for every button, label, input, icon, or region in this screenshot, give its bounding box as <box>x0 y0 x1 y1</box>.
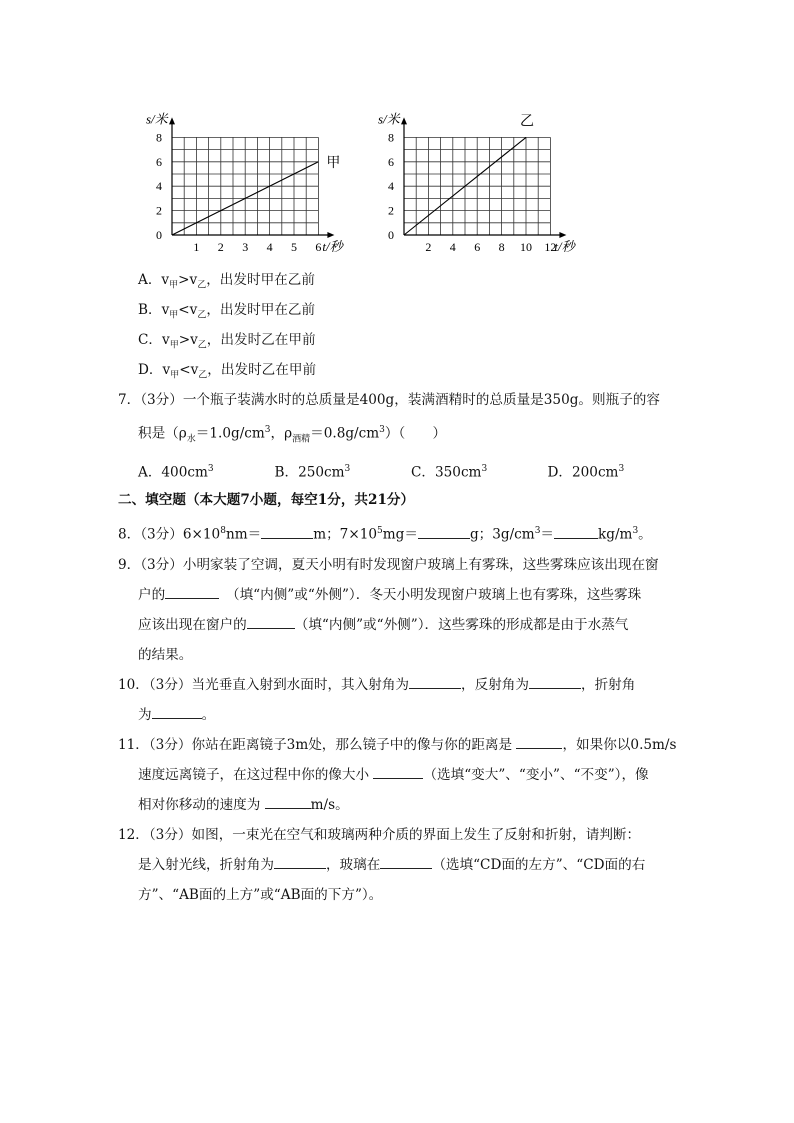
q8-part: nm＝ <box>225 526 262 543</box>
option-compare: <v <box>178 302 198 318</box>
q8-part: ＝ <box>540 526 555 543</box>
option-sub: 甲 <box>170 370 180 381</box>
y-tick-label: 6 <box>156 154 162 169</box>
q10-part: 为 <box>138 706 152 723</box>
graph-yi <box>362 96 602 260</box>
answer-blank[interactable] <box>380 854 432 869</box>
q10-part: 。 <box>201 706 216 723</box>
option-sub: 甲 <box>169 340 179 351</box>
q7-sup: 3 <box>379 425 385 435</box>
q11-part: 相对你移动的速度为 <box>138 796 261 813</box>
q7-sup: 3 <box>264 425 271 435</box>
y-tick-label: 8 <box>156 130 162 145</box>
x-tick-label: 1 <box>193 240 200 254</box>
q7-part: ＝1.0g/cm <box>195 425 265 442</box>
y-tick-label: 8 <box>388 130 394 145</box>
x-axis-label: t/秒 <box>554 239 575 254</box>
answer-blank[interactable] <box>516 734 562 749</box>
answer-blank[interactable] <box>261 524 313 539</box>
y-axis-label: s/米 <box>146 111 168 127</box>
option-sub: 乙 <box>197 340 207 351</box>
q8-part: kg/m <box>598 526 633 543</box>
answer-blank[interactable] <box>265 794 311 809</box>
y-tick-label: 4 <box>156 179 162 194</box>
q11-part: ，如果你以0.5m/s <box>562 736 677 753</box>
x-tick-label: 3 <box>242 240 249 254</box>
option-text: ，出发时甲在乙前 <box>206 302 316 318</box>
question-11 <box>118 730 684 820</box>
q12-text-line1: 12．（3分）如图，一束光在空气和玻璃两种介质的界面上发生了反射和折射，请判断： <box>118 826 641 843</box>
option-sup: 3 <box>618 464 625 475</box>
option-compare: >v <box>178 332 198 348</box>
option-letter: D．v <box>138 362 171 378</box>
q9-part: （填“内侧”或“外侧”）．冬天小明发现窗户玻璃上也有雾珠，这些雾珠 <box>232 586 642 603</box>
q8-part: g；3g/cm <box>469 526 535 543</box>
q12-part: ，玻璃在 <box>325 856 381 873</box>
q11-part: m/s。 <box>310 796 349 813</box>
y-tick-label: 2 <box>156 203 162 218</box>
series-label: 乙 <box>520 114 534 130</box>
option-sub: 乙 <box>197 310 207 321</box>
q8-part: 8．（3分）6×10 <box>118 526 221 543</box>
question-8 <box>118 516 684 550</box>
x-axis-label: t/秒 <box>322 239 343 254</box>
option-text: B．250cm <box>274 464 345 481</box>
q7-option-b <box>275 454 412 484</box>
answer-blank[interactable] <box>529 674 581 689</box>
section-heading: 二、填空题（本大题7小题，每空1分，共21分） <box>118 492 415 509</box>
q12-part: 是入射光线，折射角为 <box>138 856 274 873</box>
y-axis-arrow <box>401 117 407 124</box>
answer-blank[interactable] <box>152 704 202 719</box>
question-12 <box>118 820 684 910</box>
option-text: ，出发时乙在甲前 <box>206 332 316 348</box>
option-text: C．350cm <box>411 464 482 481</box>
x-tick-label: 4 <box>266 240 273 254</box>
y-axis-label: s/米 <box>378 111 400 127</box>
x-tick-label: 6 <box>474 240 481 254</box>
q9-part: 户的 <box>138 586 166 603</box>
q11-part: 11．（3分）你站在距离镜子3m处，那么镜子中的像与你的距离是 <box>118 736 513 753</box>
q9-text-line2 <box>118 580 684 610</box>
q11-text-line1 <box>118 730 684 760</box>
x-tick-label: 2 <box>425 240 432 254</box>
q6-option-a <box>118 265 684 295</box>
option-sup: 3 <box>481 464 488 475</box>
q6-option-c <box>118 325 684 355</box>
graph-jia <box>130 96 345 260</box>
q6-option-d <box>118 355 684 385</box>
q7-sub: 酒精 <box>292 434 311 445</box>
q7-text-line1: 7．（3分）一个瓶子装满水时的总质量是400g，装满酒精时的总质量是350g。则瓶子的容 <box>118 392 660 408</box>
option-letter: B．v <box>138 302 170 318</box>
question-10 <box>118 670 684 730</box>
q12-text-line2 <box>118 850 684 880</box>
option-text: ，出发时甲在乙前 <box>206 272 315 288</box>
q9-part: （填“内侧”或“外侧”）．这些雾珠的形成都是由于水蒸气 <box>294 616 629 633</box>
q7-part: 积是（ρ <box>138 425 187 442</box>
q10-text-line2 <box>118 700 684 730</box>
answer-blank[interactable] <box>409 674 461 689</box>
x-tick-label: 6 <box>315 240 322 254</box>
answer-blank[interactable] <box>247 614 295 629</box>
option-sup: 3 <box>207 464 214 475</box>
q10-part: ，折射角 <box>581 676 636 693</box>
x-tick-label: 8 <box>498 240 505 254</box>
option-compare: >v <box>178 272 198 288</box>
x-axis-arrow <box>327 232 334 238</box>
q9-text-line3 <box>118 610 684 640</box>
q7-text-line2 <box>118 415 684 454</box>
option-sub: 甲 <box>169 310 179 321</box>
q10-part: 10．（3分）当光垂直入射到水面时，其入射角为 <box>118 676 410 693</box>
x-tick-label: 4 <box>449 240 456 254</box>
option-sup: 3 <box>344 464 351 475</box>
answer-blank[interactable] <box>373 764 423 779</box>
q7-options <box>118 454 684 484</box>
q11-part: （选填“变大”、“变小”、“不变”），像 <box>423 766 649 783</box>
answer-blank[interactable] <box>274 854 326 869</box>
q7-part: ，ρ <box>270 425 293 442</box>
q8-part: mg＝ <box>382 526 418 543</box>
q6-option-b <box>118 295 684 325</box>
q6-options <box>118 265 684 385</box>
x-tick-label: 12 <box>544 240 557 254</box>
document-body <box>118 265 684 910</box>
x-axis-arrow <box>559 232 566 238</box>
q7-part: ）（ ） <box>384 425 447 442</box>
answer-blank[interactable] <box>418 524 470 539</box>
q10-part: ，反射角为 <box>461 676 529 693</box>
x-tick-label: 2 <box>217 240 224 254</box>
graph-yi-svg <box>362 96 602 256</box>
answer-blank[interactable] <box>165 584 219 599</box>
q8-sup: 3 <box>534 526 541 537</box>
y-tick-label: 2 <box>388 203 394 218</box>
q9-text-line1: 9．（3分）小明家装了空调，夏天小明有时发现窗户玻璃上有雾珠，这些雾珠应该出现在窗 <box>118 556 659 573</box>
x-tick-label: 5 <box>291 240 297 254</box>
q8-part: m；7×10 <box>313 526 378 543</box>
question-7 <box>118 385 684 484</box>
option-sub: 乙 <box>197 280 207 291</box>
y-tick-label: 0 <box>156 228 162 242</box>
option-compare: <v <box>179 362 199 378</box>
graph-jia-svg <box>130 96 345 256</box>
q11-part: 速度远离镜子，在这过程中你的像大小 <box>138 766 370 783</box>
y-tick-label: 6 <box>388 154 394 169</box>
series-label: 甲 <box>326 155 341 171</box>
q7-option-a <box>138 454 275 484</box>
q12-part: （选填“CD面的左方”、“CD面的右 <box>432 856 646 873</box>
option-letter: C．v <box>138 332 170 348</box>
q8-sup: 8 <box>220 526 226 537</box>
q8-sup: 3 <box>632 526 639 537</box>
y-axis-arrow <box>169 117 175 124</box>
option-sub: 甲 <box>169 280 179 291</box>
option-letter: A．v <box>138 272 170 288</box>
q7-option-d <box>548 454 685 484</box>
y-tick-label: 0 <box>388 228 394 242</box>
q7-option-c <box>411 454 548 484</box>
q11-text-line2 <box>118 760 684 790</box>
q12-text-line3: 方”、“AB面的上方”或“AB面的下方”）。 <box>138 886 383 903</box>
q8-part: 。 <box>638 526 652 543</box>
x-tick-label: 10 <box>520 240 532 254</box>
option-text: ，出发时乙在甲前 <box>207 362 317 378</box>
question-9 <box>118 550 684 670</box>
q10-text-line1 <box>118 670 684 700</box>
q7-part: ＝0.8g/cm <box>310 425 380 442</box>
q9-part: 应该出现在窗户的 <box>138 616 247 633</box>
option-text: D．200cm <box>547 464 619 481</box>
answer-blank[interactable] <box>554 524 598 539</box>
option-text: A．400cm <box>138 464 208 481</box>
option-sub: 乙 <box>198 370 208 381</box>
q11-text-line3 <box>118 790 684 820</box>
q7-sub: 水 <box>186 434 196 445</box>
q8-sup: 5 <box>377 526 383 537</box>
q9-text-line4: 的结果。 <box>138 646 193 663</box>
y-tick-label: 4 <box>388 179 394 194</box>
